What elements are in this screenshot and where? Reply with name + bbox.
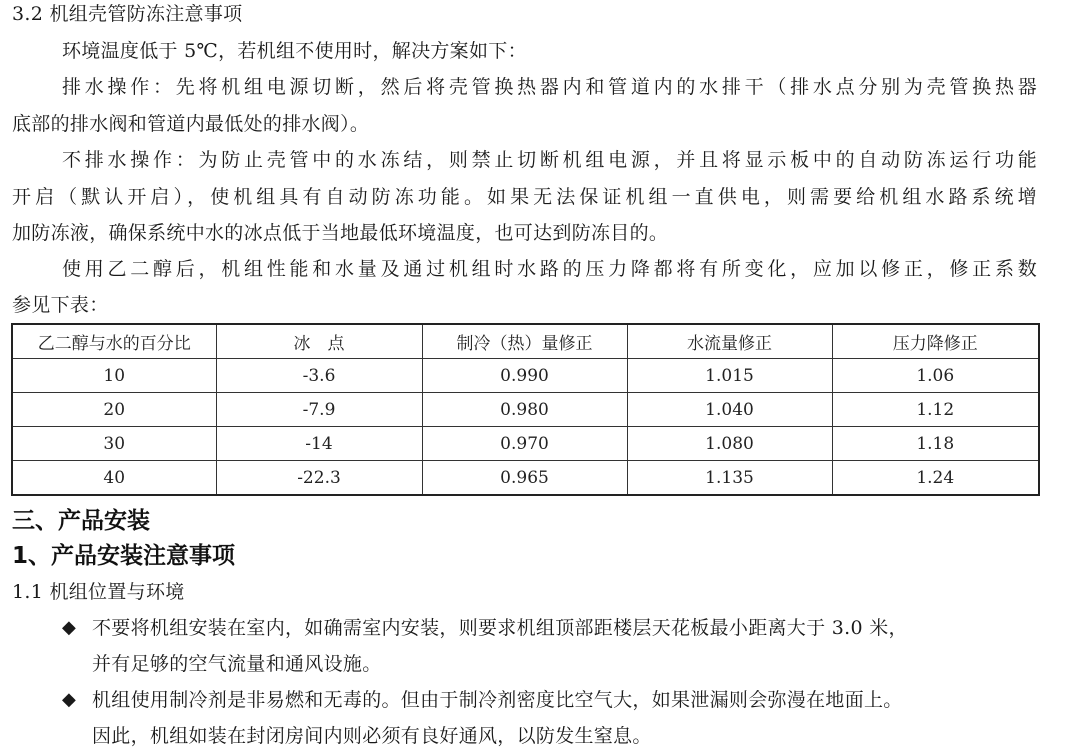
bullet-1-line-1: 不要将机组安装在室内，如确需室内安装，则要求机组顶部距楼层天花板最小距离大于 3.0 米， xyxy=(92,617,908,639)
table-cell: 1.015 xyxy=(627,359,832,393)
table-cell: 0.970 xyxy=(422,427,627,461)
bullet-1-line-2: 并有足够的空气流量和通风设施。 xyxy=(92,653,382,675)
paragraph-no-drain-line-2: 开启（默认开启），使机组具有自动防冻功能。如果无法保证机组一直供电，则需要给机组水路系统增 xyxy=(12,186,1037,208)
table-cell: 0.990 xyxy=(422,359,627,393)
diamond-bullet-icon: ◆ xyxy=(62,689,76,710)
table-cell: 30 xyxy=(12,427,216,461)
table-row xyxy=(12,393,1039,427)
paragraph-drain-line-2: 底部的排水阀和管道内最低处的排水阀）。 xyxy=(12,113,370,135)
table-cell: 1.135 xyxy=(627,461,832,496)
table-header-row xyxy=(12,324,1039,359)
paragraph-env-temp: 环境温度低于 5℃，若机组不使用时，解决方案如下： xyxy=(62,40,527,62)
bullet-2-line-2: 因此，机组如装在封闭房间内则必须有良好通风，以防发生窒息。 xyxy=(92,725,652,747)
table-cell: 40 xyxy=(12,461,216,496)
paragraph-drain-line-1: 排水操作：先将机组电源切断，然后将壳管换热器内和管道内的水排干（排水点分别为壳管换热器 xyxy=(62,76,1037,98)
table-row xyxy=(12,359,1039,393)
paragraph-glycol-line-1: 使用乙二醇后，机组性能和水量及通过机组时水路的压力降都将有所变化，应加以修正，修正系数 xyxy=(62,258,1037,280)
header-freezing-point: 冰 点 xyxy=(216,324,422,359)
table-row xyxy=(12,461,1039,496)
header-flow-correction: 水流量修正 xyxy=(627,324,832,359)
table-cell: 1.06 xyxy=(832,359,1039,393)
bullet-2-line-1: 机组使用制冷剂是非易燃和无毒的。但由于制冷剂密度比空气大，如果泄漏则会弥漫在地面上。 xyxy=(92,689,903,711)
table-cell: -14 xyxy=(216,427,422,461)
table-cell: 0.965 xyxy=(422,461,627,496)
table-cell: 1.24 xyxy=(832,461,1039,496)
section-title-installation: 三、产品安装 xyxy=(12,508,150,534)
table-cell: 10 xyxy=(12,359,216,393)
header-capacity-correction: 制冷（热）量修正 xyxy=(422,324,627,359)
paragraph-no-drain-line-1: 不排水操作：为防止壳管中的水冻结，则禁止切断机组电源，并且将显示板中的自动防冻运行功能 xyxy=(62,149,1037,171)
table-cell: -7.9 xyxy=(216,393,422,427)
table-cell: -22.3 xyxy=(216,461,422,496)
subsection-heading-1-1: 1.1 机组位置与环境 xyxy=(12,581,185,603)
diamond-bullet-icon: ◆ xyxy=(62,617,76,638)
header-glycol-percent: 乙二醇与水的百分比 xyxy=(12,324,216,359)
table-cell: 1.12 xyxy=(832,393,1039,427)
paragraph-no-drain-line-3: 加防冻液，确保系统中水的冰点低于当地最低环境温度，也可达到防冻目的。 xyxy=(12,222,669,244)
paragraph-glycol-line-2: 参见下表： xyxy=(12,294,109,316)
table-row xyxy=(12,427,1039,461)
section-heading-3-2: 3.2 机组壳管防冻注意事项 xyxy=(12,3,243,25)
table-cell: 1.040 xyxy=(627,393,832,427)
subsection-title-precautions: 1、产品安装注意事项 xyxy=(12,543,236,569)
table-cell: 20 xyxy=(12,393,216,427)
table-cell: 1.080 xyxy=(627,427,832,461)
table-cell: 0.980 xyxy=(422,393,627,427)
table-cell: 1.18 xyxy=(832,427,1039,461)
header-pressure-drop-correction: 压力降修正 xyxy=(832,324,1039,359)
glycol-correction-table xyxy=(11,323,1040,496)
table-cell: -3.6 xyxy=(216,359,422,393)
